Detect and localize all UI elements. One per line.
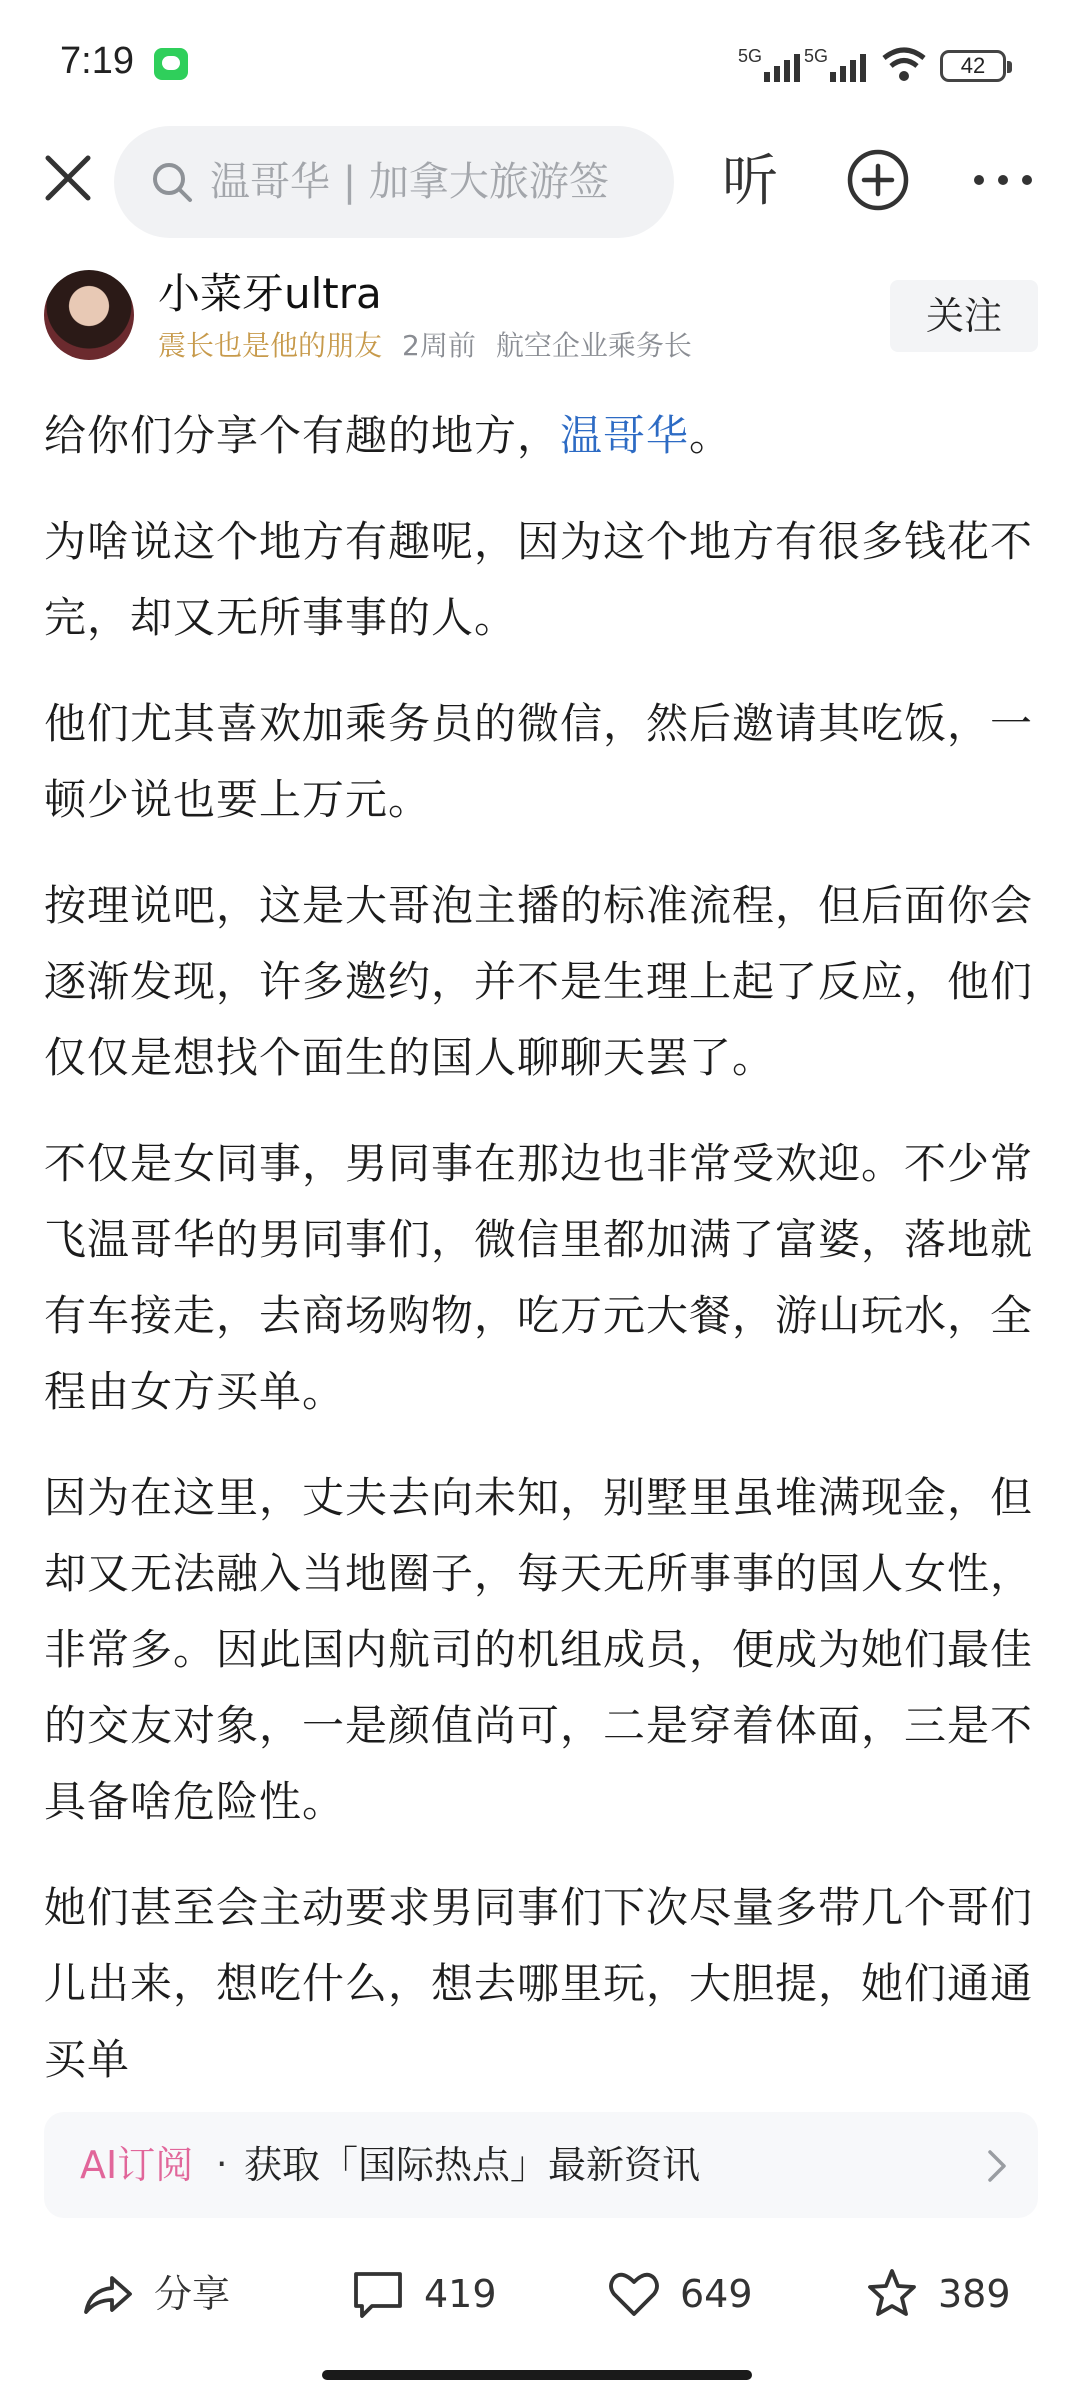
author-title: 航空企业乘务长 xyxy=(495,329,692,362)
article-body xyxy=(44,398,1044,2098)
paragraph-7: 她们甚至会主动要求男同事们下次尽量多带几个哥们儿出来，想吃什么，想去哪里玩，大胆提，她们通通买单 xyxy=(44,1883,1034,2084)
more-options-icon[interactable] xyxy=(972,170,1034,190)
avatar[interactable] xyxy=(44,270,134,360)
author-meta xyxy=(158,326,712,366)
paragraph-1-end: 。 xyxy=(689,411,733,460)
search-placeholder: 温哥华 | 加拿大旅游签 xyxy=(210,159,609,205)
status-time: 7:19 xyxy=(60,40,134,82)
star-icon xyxy=(864,2266,920,2322)
favorite-count: 389 xyxy=(938,2272,1011,2316)
status-bar xyxy=(0,0,1080,130)
signal-5g-icon-2 xyxy=(804,44,886,84)
heart-icon xyxy=(606,2266,662,2322)
chevron-right-icon xyxy=(984,2148,1010,2184)
comment-count: 419 xyxy=(424,2272,497,2316)
share-label: 分享 xyxy=(154,2272,231,2316)
paragraph-1-text: 给你们分享个有趣的地方， xyxy=(44,411,561,460)
ai-subscribe-label: AI订阅 xyxy=(80,2143,194,2187)
author-badge: 震长也是他的朋友 xyxy=(158,329,383,362)
follow-button[interactable]: 关注 xyxy=(890,280,1038,352)
post-time: 2周前 xyxy=(402,329,476,362)
paragraph-3: 他们尤其喜欢加乘务员的微信，然后邀请其吃饭，一顿少说也要上万元。 xyxy=(44,699,1034,824)
comment-button[interactable] xyxy=(350,2262,520,2326)
svg-text:5G: 5G xyxy=(738,46,763,66)
svg-text:5G: 5G xyxy=(804,46,829,66)
add-icon[interactable] xyxy=(846,148,910,212)
author-name[interactable]: 小菜牙ultra xyxy=(158,269,382,318)
share-icon xyxy=(80,2266,136,2322)
paragraph-5: 不仅是女同事，男同事在那边也非常受欢迎。不少常飞温哥华的男同事们，微信里都加满了富婆，落地就有车接走，去商场购物，吃万元大餐，游山玩水，全程由女方买单。 xyxy=(44,1139,1034,1416)
search-input[interactable] xyxy=(114,126,674,238)
separator-dot: · xyxy=(216,2144,228,2185)
ai-subscribe-banner[interactable] xyxy=(44,2112,1038,2218)
battery-indicator: 42 xyxy=(940,50,1006,82)
paragraph-1 xyxy=(44,398,1044,474)
like-button[interactable] xyxy=(606,2262,776,2326)
home-indicator[interactable] xyxy=(322,2370,752,2380)
search-icon xyxy=(150,160,194,204)
favorite-button[interactable] xyxy=(864,2262,1034,2326)
keyword-link-vancouver[interactable]: 温哥华 xyxy=(560,411,690,460)
paragraph-4: 按理说吧，这是大哥泡主播的标准流程，但后面你会逐渐发现，许多邀约，并不是生理上起了反应，他们仅仅是想找个面生的国人聊聊天罢了。 xyxy=(44,881,1034,1082)
paragraph-2: 为啥说这个地方有趣呢，因为这个地方有很多钱花不完，却又无所事事的人。 xyxy=(44,517,1034,642)
like-count: 649 xyxy=(680,2272,753,2316)
listen-button[interactable]: 听 xyxy=(722,149,778,214)
ai-subscribe-text: 获取「国际热点」最新资讯 xyxy=(244,2143,701,2187)
wifi-icon xyxy=(880,44,928,84)
paragraph-6: 因为在这里，丈夫去向未知，别墅里虽堆满现金，但却又无法融入当地圈子，每天无所事事的国人女性，非常多。因此国内航司的机组成员，便成为她们最佳的交友对象，一是颜值尚可，二是穿着体面，三是不具备啥危险性。 xyxy=(44,1473,1034,1826)
close-icon[interactable] xyxy=(40,150,96,206)
comment-icon xyxy=(350,2266,406,2322)
share-button[interactable] xyxy=(80,2262,260,2326)
message-notification-icon xyxy=(154,48,188,80)
